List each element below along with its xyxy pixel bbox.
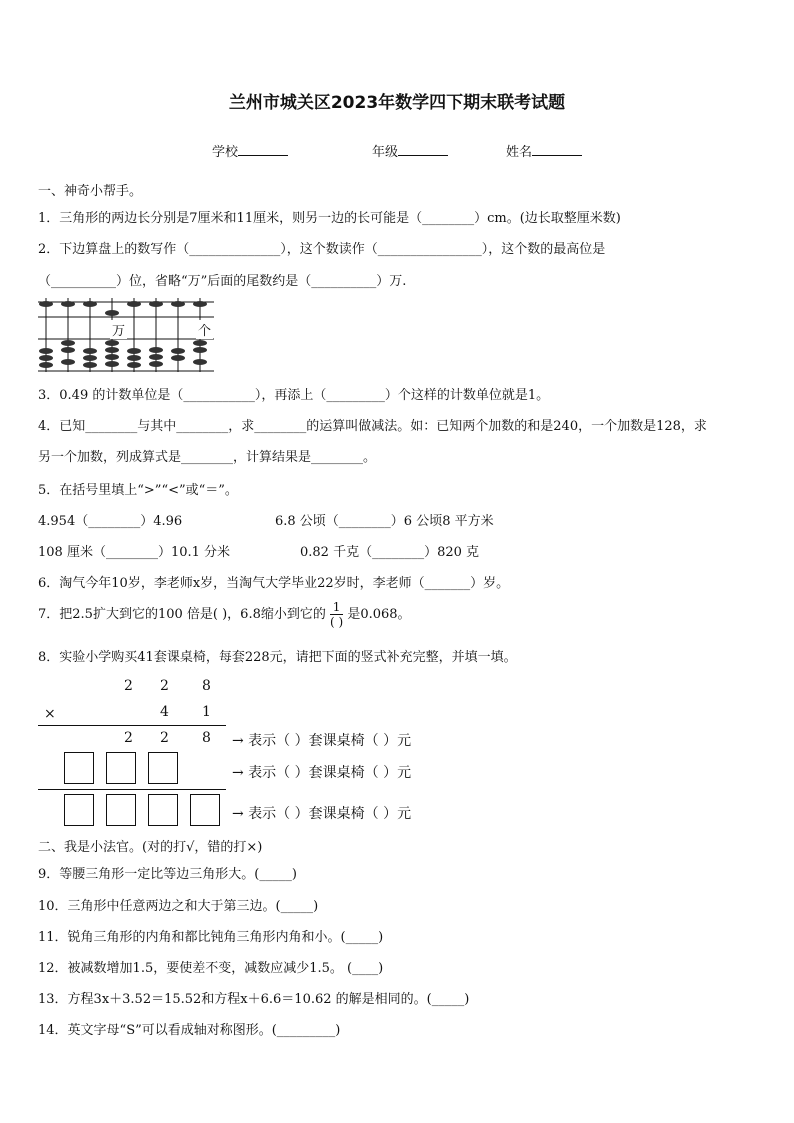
vm-box-r4-1[interactable]	[64, 752, 94, 784]
vm-row3-d1: 2	[124, 730, 133, 746]
abacus-label-wan: 万	[110, 320, 127, 339]
vm-desc-2: → 表示（ ）套课桌椅（ ）元	[232, 765, 412, 781]
question-2a: 2．下边算盘上的数写作（______________），这个数读作（________________），这个数的最高位是	[38, 242, 606, 257]
vm-desc-1: → 表示（ ）套课桌椅（ ）元	[232, 733, 412, 749]
vm-line-2	[38, 789, 226, 790]
name-blank[interactable]	[532, 143, 582, 156]
question-12: 12．被减数增加1.5，要使差不变，减数应减少1.5。 (____)	[38, 961, 384, 976]
vm-box-r5-4[interactable]	[190, 794, 220, 826]
q5-item-4: 0.82 千克（________）820 克	[300, 545, 480, 560]
question-13: 13．方程3x＋3.52＝15.52和方程x＋6.6＝10.62 的解是相同的。(_____)	[38, 992, 470, 1007]
question-8: 8．实验小学购买41套课桌椅，每套228元，请把下面的竖式补充完整，并填一填。	[38, 650, 517, 665]
vm-desc-3: → 表示（ ）套课桌椅（ ）元	[232, 806, 412, 822]
vm-box-r5-2[interactable]	[106, 794, 136, 826]
vm-box-r5-1[interactable]	[64, 794, 94, 826]
name-field	[506, 141, 582, 160]
vm-times-sign: ×	[44, 706, 56, 722]
q5-item-1: 4.954（________）4.96	[38, 514, 183, 529]
q5-item-2: 6.8 公顷（________）6 公顷8 平方米	[275, 514, 494, 529]
q7-text-before: 7．把2.5扩大到它的100 倍是( )，6.8缩小到它的	[38, 607, 326, 622]
abacus-label-ge: 个	[196, 320, 213, 339]
grade-blank[interactable]	[398, 143, 448, 156]
question-10: 10．三角形中任意两边之和大于第三边。(_____)	[38, 899, 319, 914]
vm-row3-d2: 2	[160, 730, 169, 746]
school-label: 学校	[212, 145, 239, 160]
grade-label: 年级	[372, 145, 399, 160]
school-blank[interactable]	[238, 143, 288, 156]
q7-fraction-numerator: 1	[330, 600, 343, 615]
question-4a: 4．已知________与其中________，求________的运算叫做减法。如：已知两个加数的和是240，一个加数是128，求	[38, 419, 707, 434]
q5-item-3: 108 厘米（________）10.1 分米	[38, 545, 231, 560]
vm-box-r5-3[interactable]	[148, 794, 178, 826]
question-1: 1．三角形的两边长分别是7厘米和11厘米，则另一边的长可能是（________）cm。(边长取整厘米数)	[38, 211, 621, 226]
question-14: 14．英文字母“S”可以看成轴对称图形。(_________)	[38, 1023, 341, 1038]
question-7	[38, 600, 411, 629]
vm-box-r4-2[interactable]	[106, 752, 136, 784]
question-11: 11．锐角三角形的内角和都比钝角三角形内角和小。(_____)	[38, 930, 384, 945]
vm-box-r4-3[interactable]	[148, 752, 178, 784]
section1-heading: 一、神奇小帮手。	[38, 184, 143, 199]
grade-field	[372, 141, 448, 160]
question-5: 5．在括号里填上“>”“<”或“＝”。	[38, 483, 238, 498]
q7-fraction-denominator: ( )	[329, 615, 344, 629]
vm-row2-d1: 4	[160, 704, 169, 720]
question-3: 3．0.49 的计数单位是（___________），再添上（_________）个这样的计数单位就是1。	[38, 388, 550, 403]
name-label: 姓名	[506, 145, 533, 160]
vm-row1-d1: 2	[124, 678, 133, 694]
vm-row2-d2: 1	[202, 704, 211, 720]
question-2b: （__________）位，省略“万”后面的尾数约是（__________）万.	[38, 274, 407, 289]
question-6: 6．淘气今年10岁，李老师x岁，当淘气大学毕业22岁时，李老师（_______）岁。	[38, 576, 510, 591]
vm-row3-d3: 8	[202, 730, 211, 746]
vm-line-1	[38, 725, 226, 726]
vm-row1-d2: 2	[160, 678, 169, 694]
section2-heading: 二、我是小法官。(对的打√，错的打×)	[38, 840, 263, 855]
school-field	[212, 141, 288, 160]
vm-row1-d3: 8	[202, 678, 211, 694]
page-title: 兰州市城关区2023年数学四下期末联考试题	[228, 93, 566, 113]
question-9: 9．等腰三角形一定比等边三角形大。(_____)	[38, 867, 297, 882]
q7-text-after: 是0.068。	[347, 607, 411, 622]
question-4b: 另一个加数，列成算式是________，计算结果是________。	[38, 450, 377, 465]
q7-fraction	[330, 600, 343, 629]
